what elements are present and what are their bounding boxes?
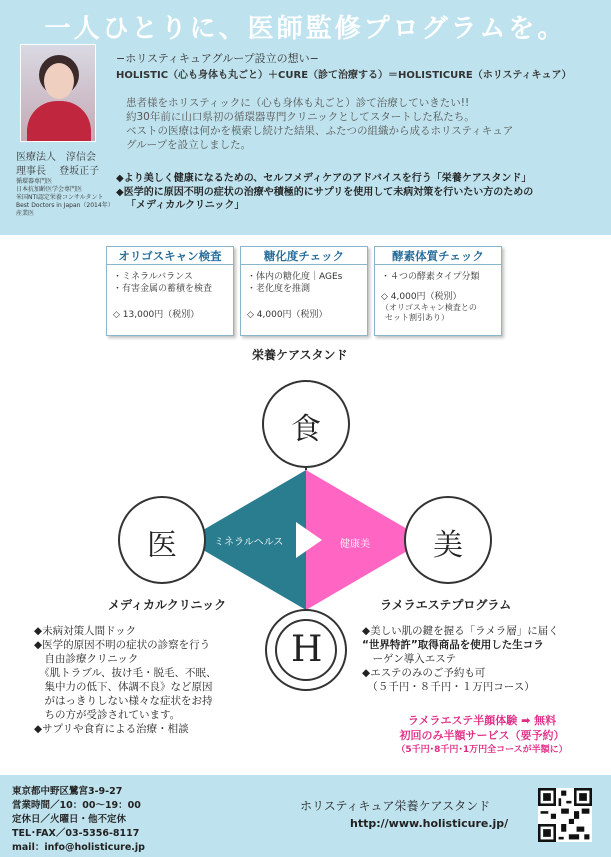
intro-subtitle: −ホリスティキュアグループ設立の想い− [116, 52, 319, 65]
list-item: ◆美しい肌の鍵を握る「ラメラ層」に届く [362, 625, 559, 637]
list-item: 集中力の低下、体調不良》など原因 [34, 681, 213, 693]
list-item: ◆エステのみのご予約も可 [362, 667, 486, 679]
food-circle: 食 [262, 380, 350, 468]
intro-bullet-care-stand: ◆より美しく健康になるための、セルフメディケアのアドバイスを行う「栄養ケアスタンド」 [116, 173, 532, 184]
clinic-service-list [34, 624, 217, 736]
list-item: ◆医学的原因不明の症状の診察を行う [34, 639, 211, 651]
test-box-enzyme: 酵素体質チェック ・４つの酵素タイプ分類 ◇ 4,000円（税別） （オリゴスキャン検査との セット割引あり） [374, 246, 502, 336]
list-item: “世界特許”取得商品を使用した生コラ [362, 639, 544, 651]
footer-closed: 定休日／火曜日・他不定休 [12, 814, 127, 825]
medicine-circle: 医 [118, 496, 206, 584]
intro-bullet-clinic: ◆医学的に原因不明の症状の治療や積極的にサプリを使用して未病対策を行いたい方のための [116, 187, 534, 198]
list-item: ◆サプリや食育による治療・相談 [34, 723, 189, 735]
profile-org: 医療法人 淳信会 [16, 152, 96, 163]
profile-name: 理事長 登坂正子 [16, 166, 100, 177]
list-item: ーゲン導入エステ [362, 653, 457, 665]
footer-url-link[interactable]: http://www.holisticure.jp/ [350, 817, 509, 830]
esthe-service-list [362, 624, 559, 694]
list-item: がはっきりしない様々な症状をお持 [34, 695, 213, 707]
promo-trial: ラメラエステ半顔体験 ➡ 無料 [407, 714, 557, 727]
label-health-beauty: 健康美 [340, 539, 370, 550]
footer-hours: 営業時間／10：00～19：00 [12, 800, 141, 811]
footer-address: 東京都中野区鷺宮3-9-27 [12, 786, 123, 797]
promo-half-price: 初回のみ半額サービス（要予約） [399, 729, 565, 742]
label-lamella-esthe: ラメラエステプログラム [380, 598, 512, 612]
intro-bullet-clinic-name: 「メディカルクリニック」 [126, 200, 245, 211]
intro-paragraph: 患者様をホリスティックに（心も身体も丸ごと）診て治療していきたい!! 約30年前に山口県初の循環器専門クリニックとしてスタートした私たち。 ベストの医療は何かを模索し続けた結果、ふたつの組織から成るホリスティキュア グループを設立しました。 [126, 97, 514, 151]
list-item: ちの方が受診されています。 [34, 709, 181, 721]
test-box-glycation: 糖化度チェック ・体内の糖化度｜AGEs ・老化度を推測 ◇ 4,000円（税別） [240, 246, 368, 336]
footer-store-name: ホリスティキュア栄養ケアスタンド [300, 799, 491, 813]
qr-code-icon[interactable] [538, 788, 592, 842]
test-box-oligoscan: オリゴスキャン検査 ・ミネラルバランス ・有害金属の蓄積を検査 ◇ 13,000円（税別） [106, 246, 234, 336]
holisticure-logo-icon: H [291, 629, 323, 670]
headline: 一人ひとりに、医師監修プログラムを。 [44, 14, 567, 44]
list-item: 自由診療クリニック [34, 653, 139, 665]
beauty-circle: 美 [404, 496, 492, 584]
list-item: 《肌トラブル、抜け毛・脱毛、不眠、 [34, 667, 217, 679]
label-care-stand: 栄養ケアスタンド [252, 348, 348, 362]
list-item: （５千円・８千円・１万円コース） [362, 681, 535, 693]
footer-mail[interactable]: mail：info@holisticure.jp [12, 842, 145, 853]
label-mineral-health: ミネラルヘルス [214, 537, 284, 548]
list-item: ◆未病対策人間ドック [34, 625, 137, 637]
footer-tel[interactable]: TEL･FAX／03-5356-8117 [12, 828, 140, 839]
promo-note: （5千円･8千円･1万円全コースが半額に） [396, 745, 568, 755]
label-medical-clinic: メディカルクリニック [108, 598, 227, 612]
profile-credentials: 循環器専門医 日本抗加齢医学会専門医 米国NTI認定栄養コンサルタント Best Doctors in Japan（2014年） 産業医 [16, 178, 114, 217]
intro-concept: HOLISTIC（心も身体も丸ごと）＋CURE（診て治療する）＝HOLISTICURE（ホリスティキュア） [116, 70, 572, 81]
